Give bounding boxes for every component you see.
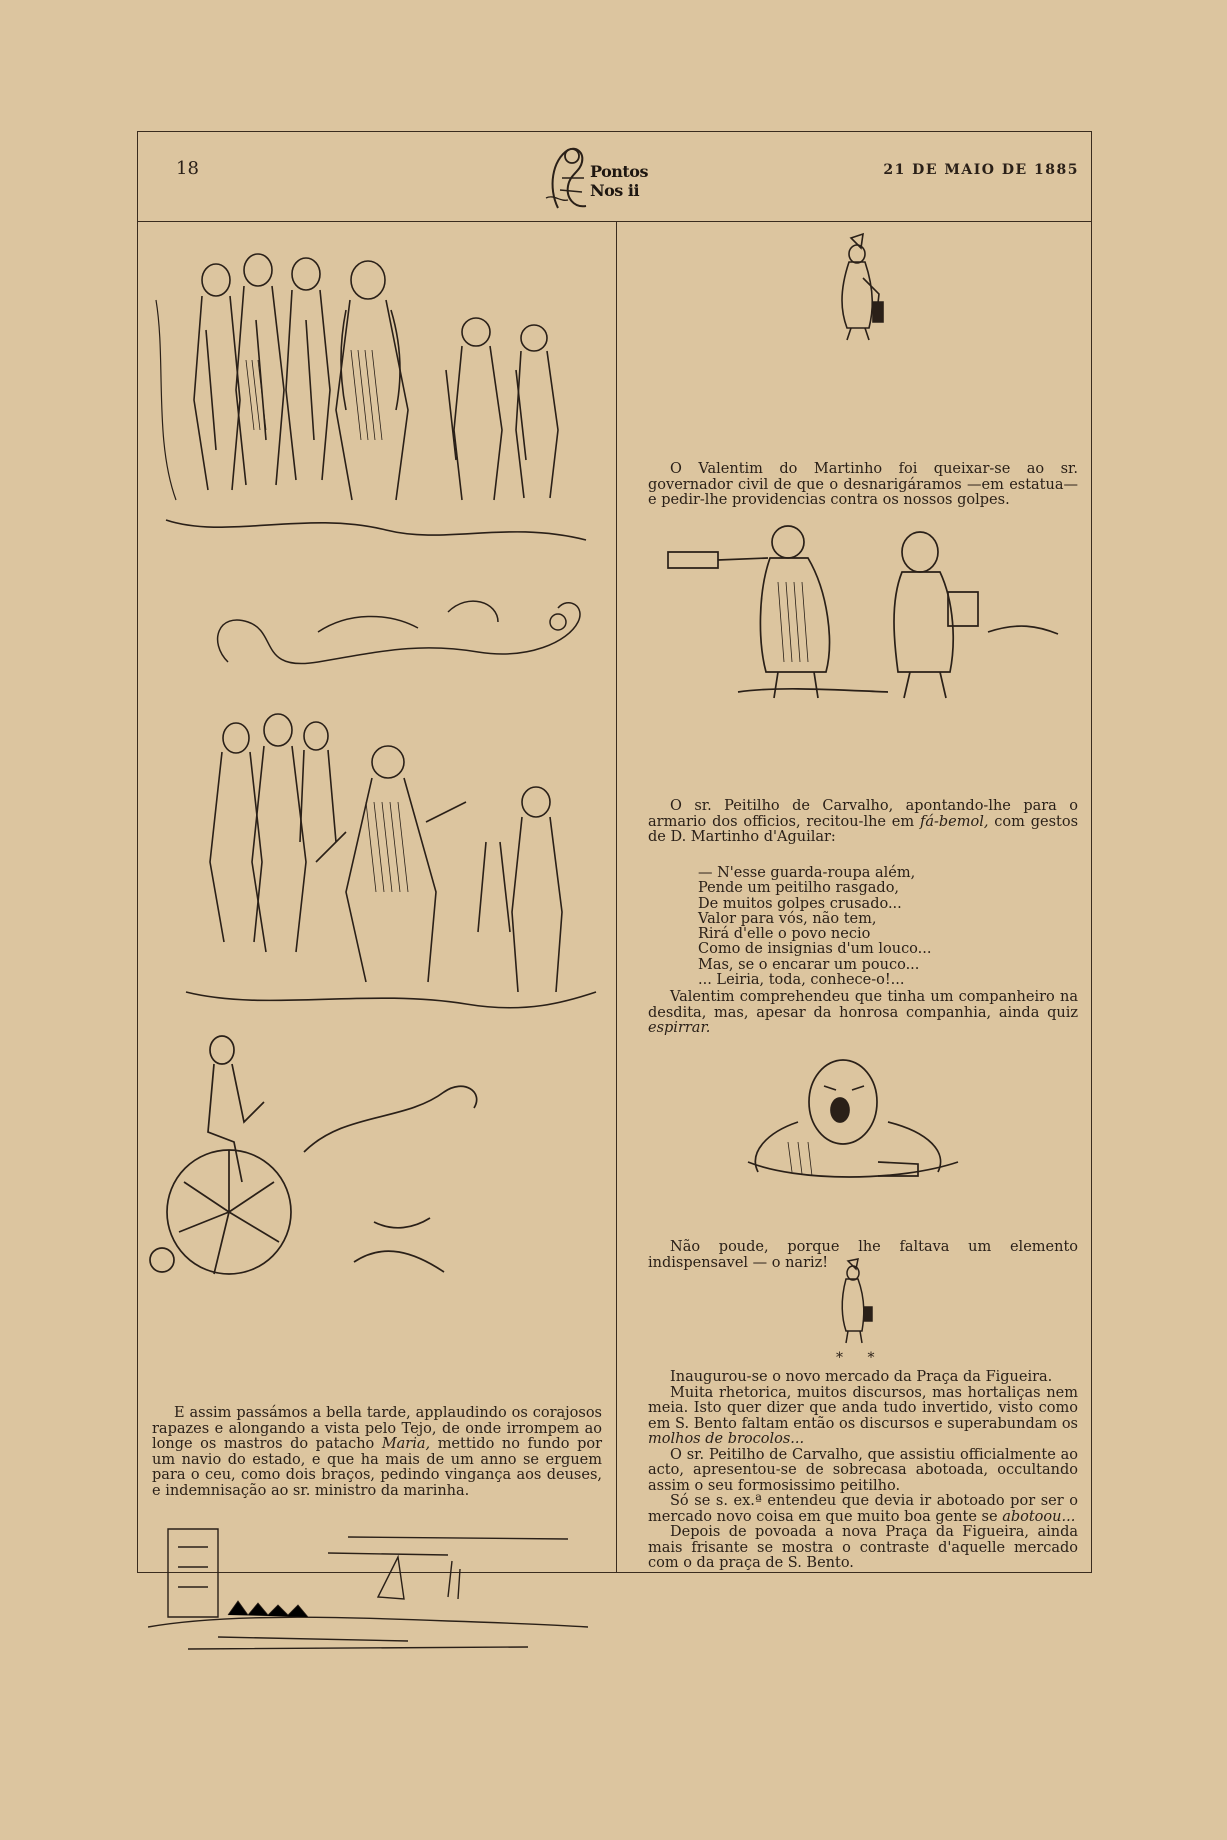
sneezing-face-drawing: [728, 1052, 978, 1192]
verse-line: De muitos golpes crusado...: [698, 895, 902, 912]
masthead-logo: [538, 138, 678, 216]
article-paragraph-4-start: Só se s. ex.ª entendeu que devia ir abotoado por ser o mercado novo coisa em que muito boa gente se: [648, 1493, 1078, 1525]
flourish-scroll-icon: [198, 582, 598, 692]
tagus-paragraph: [152, 1406, 602, 1499]
ship-name-italic: Maria,: [381, 1436, 431, 1452]
caption-2-italic: fá-bemol,: [919, 813, 989, 830]
tagus-paragraph-start: E assim passámos a bella tarde, applaudindo os corajosos rapazes e alongando a vista pelo Tejo, de onde irrompem ao longe os mastros do patacho: [152, 1405, 602, 1452]
bird-character-small-icon: [830, 1257, 880, 1347]
peitilho-pointing-illustration: [658, 522, 1068, 702]
officer-greeting-drawing: [166, 692, 606, 1022]
pointing-scene-drawing: [658, 522, 1068, 702]
issue-date: 21 DE MAIO DE 1885: [883, 162, 1079, 178]
caption-peitilho-recital: [648, 799, 1078, 846]
bird-character-icon: [823, 232, 893, 344]
right-column: [618, 222, 1092, 1572]
penny-farthing-rider-illustration: [144, 1032, 504, 1292]
verse-line: Mas, se o encarar um pouco...: [698, 956, 920, 973]
tagus-paragraph-end: mettido no fundo por um navio do estado, e que ha mais de um anno se erguem para o ceu, como dois braços, pedindo vingança aos deuses, e indemnisação ao sr. ministro da marinha.: [152, 1436, 603, 1499]
caption-1: O Valentim do Martinho foi queixar-se ao sr. governador civil de que o desnarigáramos —em estatua— e pedir-lhe providencias contra os nossos golpes.: [648, 461, 1078, 508]
bird-figure-emblem: [823, 232, 893, 344]
river-ships-drawing: [148, 1517, 588, 1657]
column-divider: [616, 221, 617, 1572]
sailors-marching-illustration: [146, 240, 606, 580]
page-number: 18: [176, 158, 199, 179]
verse-poem: [698, 866, 932, 988]
ornamental-flourish-top: [198, 582, 598, 692]
article-paragraph-2-start: Muita rhetorica, muitos discursos, mas hortaliças nem meia. Isto quer dizer que anda tudo invertido, visto como em S. Bento faltam então os discursos e superabundam os: [648, 1384, 1078, 1432]
article-paragraph-2-italic: molhos de brocolos...: [648, 1431, 805, 1447]
sneezing-face-illustration: [728, 1052, 978, 1192]
caption-4: Não poude, porque lhe faltava um elemento indispensavel — o nariz!: [648, 1239, 1078, 1271]
market-article: [648, 1370, 1078, 1572]
bicycle-rider-drawing: [144, 1032, 504, 1292]
tagus-river-landscape-illustration: [148, 1517, 588, 1657]
bird-figure-emblem-small: [830, 1257, 880, 1347]
verse-line: — N'esse guarda-roupa além,: [698, 865, 916, 881]
section-separator: * *: [836, 1350, 885, 1366]
sailors-marching-drawing: [146, 240, 606, 580]
verse-line: ... Leiria, toda, conhece-o!...: [698, 972, 905, 989]
page-header: [138, 132, 1091, 222]
caption-valentim-sneeze: [648, 990, 1078, 1037]
masthead-title: Pontos Nos ii: [590, 162, 648, 200]
caption-3-start: Valentim comprehendeu que tinha um companheiro na desdita, mas, apesar da honrosa companhia, ainda quiz: [648, 989, 1078, 1021]
caption-2-end: com gestos de D. Martinho d'Aguilar:: [648, 813, 1079, 845]
officer-greeting-sailors-illustration: [166, 692, 606, 1022]
article-paragraph-5: Depois de povoada a nova Praça da Figueira, ainda mais frisante se mostra o contraste d'aquelle mercado com o da praça de S. Bento.: [648, 1524, 1078, 1571]
verse-line: Valor para vós, não tem,: [698, 910, 877, 927]
left-column: [138, 222, 616, 1572]
verse-line: Como de insignias d'um louco...: [698, 941, 932, 958]
article-paragraph-1: Inaugurou-se o novo mercado da Praça da Figueira.: [670, 1369, 1053, 1385]
article-paragraph-3: O sr. Peitilho de Carvalho, que assistiu officialmente ao acto, apresentou-se de sobrecasa abotoada, occultando assim o seu formosissimo peitilho.: [648, 1446, 1078, 1494]
caption-valentim-complaint: [648, 462, 1078, 509]
verse-line: Rirá d'elle o povo necio: [698, 926, 871, 943]
verse-line: Pende um peitilho rasgado,: [698, 880, 900, 897]
page-frame: [137, 131, 1092, 1573]
caption-2-start: O sr. Peitilho de Carvalho, apontando-lhe para o armario dos officios, recitou-lhe em: [648, 798, 1078, 830]
article-paragraph-4-italic: abotoou...: [1002, 1508, 1076, 1525]
caption-3-italic: espirrar.: [648, 1020, 711, 1036]
